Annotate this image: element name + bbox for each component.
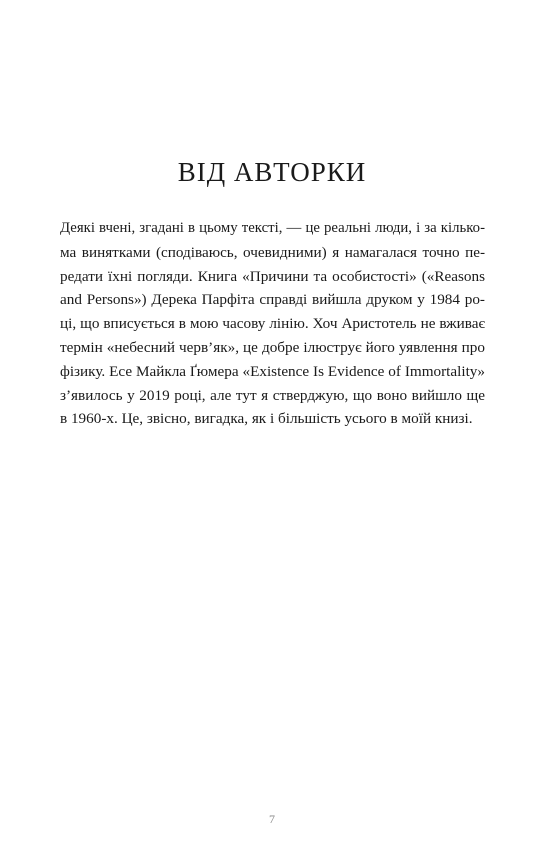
chapter-title: ВІД АВТОРКИ [177,157,367,187]
text-line: в 1960-х. Це, звісно, вигадка, як і більшість усього в моїй книзі. [60,410,473,428]
page-number: 7 [269,812,275,826]
text-line: фізику. Есе Майкла Ґюмера «Existence Is Evidence of Immortality» [60,362,485,380]
body-paragraph [60,217,485,431]
text-line: з’явилось у 2019 році, але тут я стверджую, що воно вийшло ще [60,386,485,404]
text-line: термін «небесний черв’як», це добре ілюструє його уявлення про [60,338,485,356]
text-line: ці, що вписується в мою часову лінію. Хоч Аристотель не вживає [60,315,485,333]
text-line: редати їхні погляди. Книга «Причини та особистості» («Reasons [60,267,485,285]
text-line: and Persons») Дерека Парфіта справді вийшла друком у 1984 ро- [60,291,485,309]
text-line: Деякі вчені, згадані в цьому тексті, — це реальні люди, і за кілько- [60,220,485,236]
text-line: ма винятками (сподіваюсь, очевидними) я намагалася точно пе- [60,243,485,261]
